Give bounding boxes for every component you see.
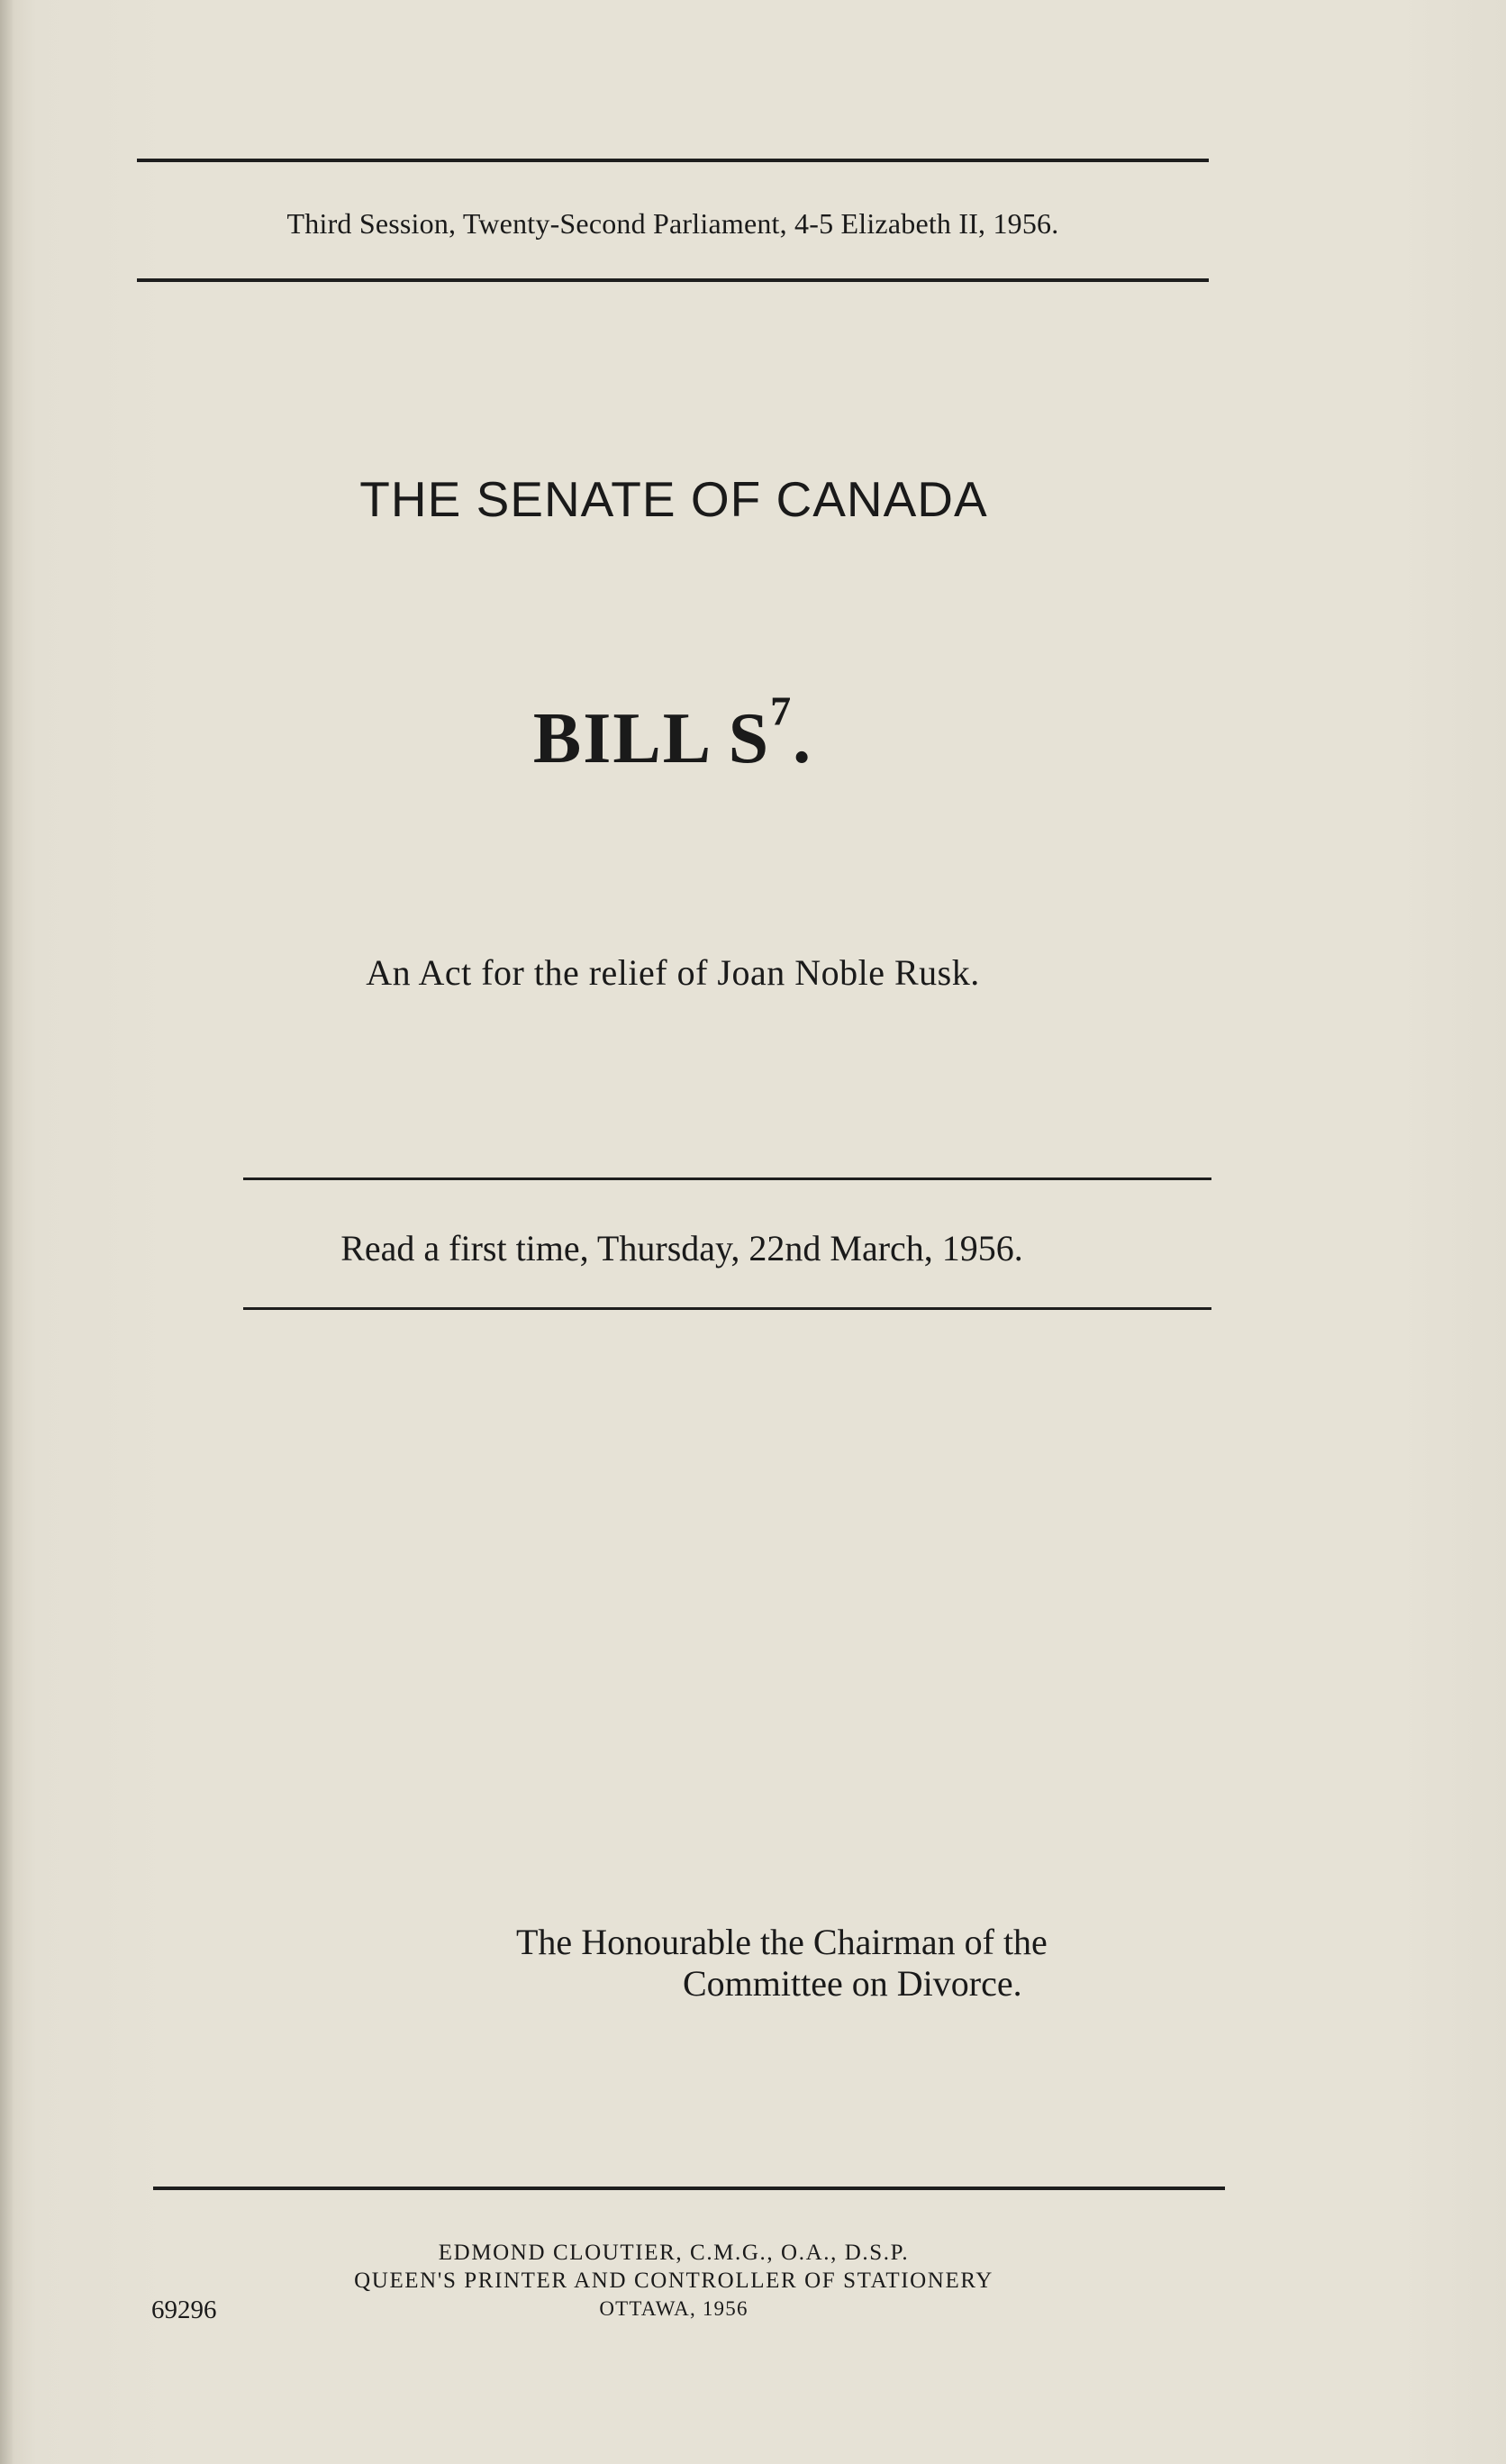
printer-name: EDMOND CLOUTIER, C.M.G., O.A., D.S.P. bbox=[438, 2241, 910, 2265]
sponsor-block bbox=[516, 1922, 1183, 2005]
bill-number: 7 bbox=[770, 687, 794, 734]
top-rule bbox=[137, 159, 1209, 162]
house-title: THE SENATE OF CANADA bbox=[359, 471, 988, 527]
reading-bottom-rule bbox=[243, 1307, 1211, 1310]
printer-rule bbox=[153, 2187, 1225, 2190]
bill-suffix: . bbox=[793, 699, 813, 778]
reading-top-rule bbox=[243, 1177, 1211, 1180]
binding-edge bbox=[0, 0, 13, 2464]
printer-city-year: OTTAWA, 1956 bbox=[599, 2297, 748, 2320]
sponsor-line-1: The Honourable the Chairman of the bbox=[516, 1922, 1048, 1962]
session-line: Third Session, Twenty-Second Parliament, 4-5 Elizabeth II, 1956. bbox=[286, 207, 1059, 240]
session-bottom-rule bbox=[137, 278, 1209, 282]
first-reading-line: Read a first time, Thursday, 22nd March, 1956. bbox=[340, 1228, 1023, 1268]
act-title: An Act for the relief of Joan Noble Rusk. bbox=[366, 952, 980, 993]
printer-title: QUEEN'S PRINTER AND CONTROLLER OF STATIONERY bbox=[354, 2269, 993, 2293]
bill-prefix: BILL S bbox=[532, 699, 771, 778]
bill-title bbox=[532, 687, 813, 780]
sponsor-line-2: Committee on Divorce. bbox=[683, 1963, 1022, 2004]
printer-imprint bbox=[354, 2239, 993, 2323]
document-number: 69296 bbox=[151, 2296, 217, 2324]
